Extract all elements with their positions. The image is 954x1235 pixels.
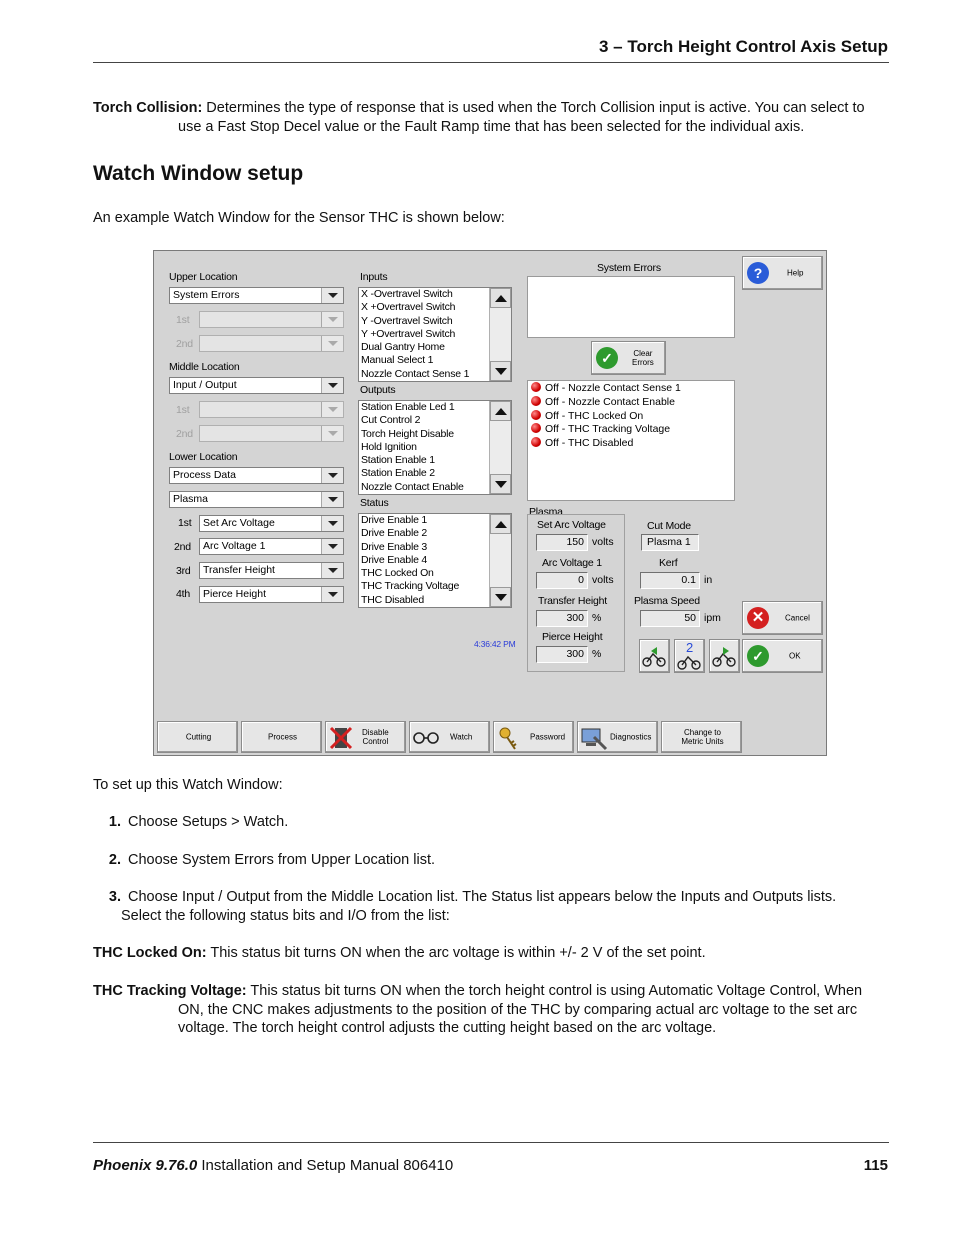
checkmark-icon: ✓ (747, 645, 769, 667)
chevron-down-icon (321, 539, 343, 554)
status-led-icon (531, 437, 541, 447)
chevron-down-icon (321, 563, 343, 578)
watch-setup-screenshot (153, 250, 827, 756)
transfer-height-value: 300 (536, 610, 588, 627)
footer-text (93, 1157, 453, 1174)
lower-location-value: Process Data (173, 469, 237, 481)
chevron-down-icon (321, 516, 343, 531)
process-button[interactable] (241, 721, 322, 753)
set-arc-voltage-unit: volts (592, 536, 614, 548)
password-button[interactable] (493, 721, 574, 753)
header-rule (93, 62, 889, 63)
step-1 (93, 813, 889, 832)
arc-voltage-unit: volts (592, 574, 614, 586)
outputs-label: Outputs (360, 384, 396, 396)
list-item[interactable]: THC Tracking Voltage (361, 580, 460, 593)
watch-item-text: Off - THC Tracking Voltage (545, 423, 671, 436)
inputs-label: Inputs (360, 271, 388, 283)
watch-list (527, 380, 735, 501)
pierce-height-value: 300 (536, 646, 588, 663)
step-text: Choose Setups > Watch. (128, 814, 289, 830)
status-scrollbar[interactable] (489, 514, 511, 607)
lower-row-2-ordinal: 2nd (174, 541, 191, 553)
section-title: Watch Window setup (93, 162, 304, 185)
watch-item-text: Off - THC Disabled (545, 437, 634, 450)
change-units-label: Change to Metric Units (681, 728, 724, 746)
list-item[interactable]: Dual Gantry Home (361, 341, 445, 354)
cut-mode-label: Cut Mode (647, 520, 691, 532)
step-text-continued: Select the following status bits and I/O from the list: (121, 908, 450, 924)
upper-second-label: 2nd (176, 338, 193, 350)
status-led-icon (531, 410, 541, 420)
inputs-scrollbar[interactable] (489, 288, 511, 381)
lower-sub-value: Plasma (173, 493, 209, 505)
middle-first-label: 1st (176, 404, 190, 416)
chevron-down-icon (321, 492, 343, 507)
list-item[interactable]: Torch Height Disable (361, 427, 454, 440)
list-item[interactable]: Cut Control 2 (361, 414, 421, 427)
page-number: 115 (863, 1157, 888, 1174)
example-text: An example Watch Window for the Sensor THC is shown below: (93, 210, 505, 226)
list-item[interactable]: Nozzle Contact Sense 1 (361, 367, 470, 380)
system-errors-label: System Errors (597, 262, 661, 274)
cancel-button[interactable] (742, 601, 823, 635)
middle-first-select[interactable] (199, 401, 344, 418)
upper-location-value: System Errors (173, 289, 240, 301)
scroll-down-icon[interactable] (490, 587, 511, 607)
station-number: 2 (686, 640, 694, 655)
torch-station-left-icon (641, 643, 669, 669)
list-item[interactable]: Station Enable Led 1 (361, 401, 455, 413)
lower-row-4-select[interactable] (199, 586, 344, 603)
lower-row-3-value: Transfer Height (203, 564, 275, 576)
plasma-speed-label: Plasma Speed (634, 595, 700, 607)
list-item[interactable]: X +Overtravel Switch (361, 301, 456, 314)
scroll-up-icon[interactable] (490, 514, 511, 534)
middle-location-label: Middle Location (169, 361, 240, 373)
lower-location-label: Lower Location (169, 451, 238, 463)
status-led-icon (531, 382, 541, 392)
list-item[interactable]: Station Enable 2 (361, 467, 435, 480)
step-number: 3. (108, 889, 121, 905)
inputs-list[interactable] (358, 287, 512, 382)
clear-errors-label: Clear Errors (632, 349, 654, 367)
diagnostics-icon (580, 725, 608, 751)
watch-items (531, 382, 681, 451)
thc-locked-on-definition (93, 944, 889, 963)
list-item[interactable]: Manual Select 1 (361, 354, 434, 367)
footer-rule (93, 1142, 889, 1143)
set-arc-voltage-value: 150 (536, 534, 588, 551)
chevron-down-icon (321, 312, 343, 327)
diagnostics-button[interactable] (577, 721, 658, 753)
upper-second-select[interactable] (199, 335, 344, 352)
thc-tracking-voltage-definition (93, 982, 889, 1038)
station-next-button[interactable] (709, 639, 740, 673)
list-item (531, 437, 681, 451)
pierce-height-label: Pierce Height (542, 631, 603, 643)
station-previous-button[interactable] (639, 639, 670, 673)
lower-row-3-ordinal: 3rd (176, 565, 191, 577)
torch-collision-term: Torch Collision: (93, 100, 203, 116)
kerf-unit: in (704, 574, 713, 586)
chevron-down-icon (321, 336, 343, 351)
upper-location-label: Upper Location (169, 271, 238, 283)
process-label: Process (268, 732, 297, 742)
chapter-title: 3 – Torch Height Control Axis Setup (598, 37, 888, 56)
list-item[interactable]: THC Locked On (361, 567, 434, 580)
system-errors-box (527, 276, 735, 338)
torch-collision-text: Determines the type of response that is used when the Torch Collision input is active. You can select to use a Fast Stop Decel value or the Fault Ramp time that has been selected for the individual axis. (178, 100, 865, 135)
help-icon: ? (747, 262, 769, 284)
glasses-icon (412, 725, 440, 751)
inputs-items (361, 288, 469, 381)
arc-voltage-label: Arc Voltage 1 (542, 557, 602, 569)
ok-button[interactable] (742, 639, 823, 673)
definition-term: THC Locked On: (93, 945, 207, 961)
cancel-label: Cancel (785, 613, 810, 623)
outputs-items (361, 401, 464, 494)
chevron-down-icon (321, 587, 343, 602)
list-item[interactable]: Hold Ignition (361, 440, 417, 453)
cut-mode-value: Plasma 1 (641, 534, 699, 551)
step-3 (93, 888, 889, 926)
transfer-height-label: Transfer Height (538, 595, 607, 607)
disable-control-label: Disable Control (362, 728, 389, 746)
watch-label: Watch (450, 732, 473, 742)
step-number: 1. (108, 814, 121, 830)
diagnostics-label: Diagnostics (610, 732, 652, 742)
list-item[interactable]: Station Enable 1 (361, 454, 435, 467)
change-units-button[interactable] (661, 721, 742, 753)
upper-location-select[interactable] (169, 287, 344, 304)
middle-second-select[interactable] (199, 425, 344, 442)
disable-control-icon (328, 725, 356, 751)
plasma-speed-unit: ipm (704, 612, 721, 624)
clock-time: 4:36:42 PM (474, 639, 516, 649)
lower-row-4-ordinal: 4th (176, 588, 190, 600)
torch-station-right-icon (711, 643, 739, 669)
outputs-scrollbar[interactable] (489, 401, 511, 494)
close-icon: ✕ (747, 607, 769, 629)
footer-title: Installation and Setup Manual 806410 (197, 1157, 454, 1174)
scroll-down-icon[interactable] (490, 361, 511, 381)
status-led-icon (531, 423, 541, 433)
lower-row-4-value: Pierce Height (203, 588, 267, 600)
help-label: Help (787, 268, 804, 278)
footer-product: Phoenix 9.76.0 (93, 1157, 198, 1174)
list-item[interactable]: Drive Enable 4 (361, 553, 428, 566)
chevron-down-icon (321, 468, 343, 483)
scroll-up-icon[interactable] (490, 288, 511, 308)
middle-location-select[interactable] (169, 377, 344, 394)
plasma-label: Plasma (529, 506, 563, 518)
lower-row-2-value: Arc Voltage 1 (203, 540, 266, 552)
upper-first-label: 1st (176, 314, 190, 326)
keys-icon (496, 725, 524, 751)
clear-errors-button[interactable] (591, 341, 666, 375)
list-item[interactable]: Y +Overtravel Switch (361, 327, 456, 340)
chevron-down-icon (321, 426, 343, 441)
lower-row-1-select[interactable] (199, 515, 344, 532)
list-item (531, 410, 681, 424)
list-item[interactable]: Drive Enable 3 (361, 540, 428, 553)
password-label: Password (530, 732, 566, 742)
cutting-label: Cutting (185, 732, 212, 742)
watch-item-text: Off - Nozzle Contact Sense 1 (545, 382, 681, 394)
middle-location-value: Input / Output (173, 379, 237, 391)
definition-text: This status bit turns ON when the torch height control is using Automatic Voltage Control, When ON, the CNC makes adjustments to the position of the THC by comparing actual arc voltage to the set arc voltage. The torch height control adjusts the cutting height based on the arc voltage. (178, 983, 863, 1036)
step-text: Choose Input / Output from the Middle Location list. The Status list appears below the Inputs and Outputs lists. (128, 889, 837, 905)
status-label: Status (360, 497, 389, 509)
transfer-height-unit: % (592, 612, 602, 624)
list-item[interactable]: Drive Enable 2 (361, 527, 428, 540)
lower-sub-select[interactable] (169, 491, 344, 508)
kerf-value: 0.1 (640, 572, 700, 589)
watch-item-text: Off - THC Locked On (545, 409, 644, 422)
lower-row-3-select[interactable] (199, 562, 344, 579)
scroll-down-icon[interactable] (490, 474, 511, 494)
definition-term: THC Tracking Voltage: (93, 983, 247, 999)
definition-text: This status bit turns ON when the arc voltage is within +/- 2 V of the set point. (206, 945, 706, 961)
checkmark-icon: ✓ (596, 347, 618, 369)
chevron-down-icon (321, 378, 343, 393)
lower-row-2-select[interactable] (199, 538, 344, 555)
list-item[interactable]: X -Overtravel Switch (361, 288, 453, 300)
upper-first-select[interactable] (199, 311, 344, 328)
plasma-speed-value: 50 (640, 610, 700, 627)
station-current-button[interactable] (674, 639, 705, 673)
lower-row-1-ordinal: 1st (178, 517, 192, 529)
status-led-icon (531, 396, 541, 406)
outputs-list[interactable] (358, 400, 512, 495)
watch-button[interactable] (409, 721, 490, 753)
kerf-label: Kerf (659, 557, 678, 569)
list-item[interactable]: THC Disabled (361, 593, 424, 606)
step-2 (93, 851, 889, 870)
setup-intro: To set up this Watch Window: (93, 777, 283, 793)
step-text: Choose System Errors from Upper Location list. (128, 852, 436, 868)
ok-label: OK (789, 651, 801, 661)
torch-collision-paragraph (93, 99, 889, 136)
status-list[interactable] (358, 513, 512, 608)
torch-station-icon (676, 646, 704, 672)
chevron-down-icon (321, 402, 343, 417)
lower-location-select[interactable] (169, 467, 344, 484)
step-number: 2. (108, 852, 121, 868)
watch-item-text: Off - Nozzle Contact Enable (545, 395, 675, 408)
help-button[interactable] (742, 256, 823, 290)
list-item (531, 396, 681, 410)
pierce-height-unit: % (592, 648, 602, 660)
list-item (531, 382, 681, 396)
list-item[interactable]: Drive Enable 1 (361, 514, 428, 526)
scroll-up-icon[interactable] (490, 401, 511, 421)
lower-row-1-value: Set Arc Voltage (203, 517, 275, 529)
list-item[interactable]: Y -Overtravel Switch (361, 314, 453, 327)
cutting-button[interactable] (157, 721, 238, 753)
arc-voltage-value: 0 (536, 572, 588, 589)
list-item[interactable]: Nozzle Contact Enable (361, 480, 464, 493)
middle-second-label: 2nd (176, 428, 193, 440)
status-items (361, 514, 459, 607)
chevron-down-icon (321, 288, 343, 303)
set-arc-voltage-label: Set Arc Voltage (537, 519, 606, 531)
disable-control-button[interactable] (325, 721, 406, 753)
list-item (531, 423, 681, 437)
